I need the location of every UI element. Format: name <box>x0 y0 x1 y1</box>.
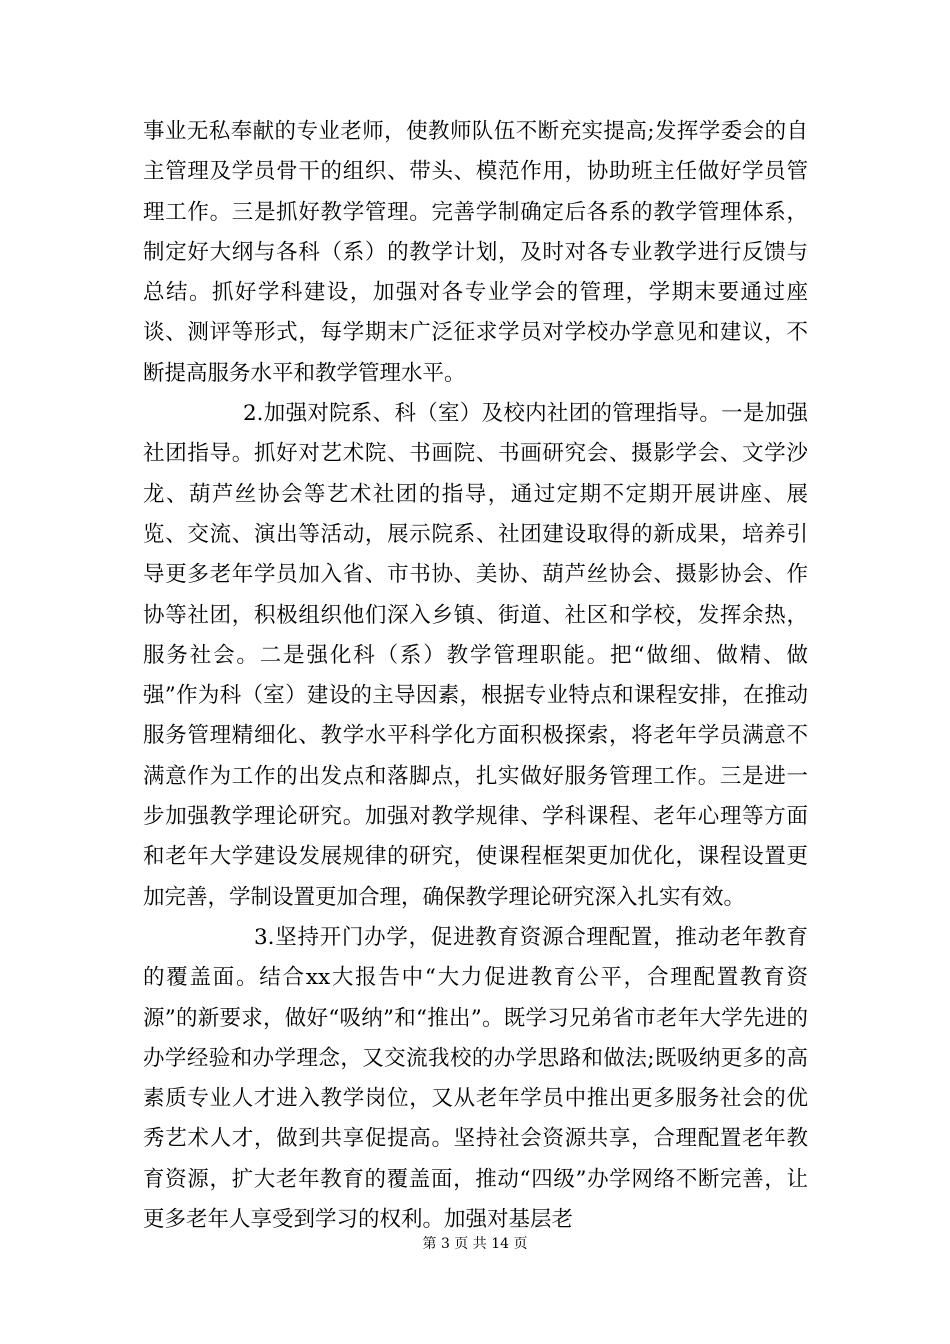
document-body <box>143 112 808 1240</box>
paragraph-section-2: 2.加强对院系、科（室）及校内社团的管理指导。一是加强社团指导。抓好对艺术院、书画院、书画研究会、摄影学会、文学沙龙、葫芦丝协会等艺术社团的指导，通过定期不定期开展讲座、展览、交流、演出等活动，展示院系、社团建设取得的新成果，培养引导更多老年学员加入省、市书协、美协、葫芦丝协会、摄影协会、作协等社团，积极组织他们深入乡镇、街道、社区和学校，发挥余热，服务社会。二是强化科（系）教学管理职能。把“做细、做精、做强”作为科（室）建设的主导因素，根据专业特点和课程安排，在推动服务管理精细化、教学水平科学化方面积极探索，将老年学员满意不满意作为工作的出发点和落脚点，扎实做好服务管理工作。三是进一步加强教学理论研究。加强对教学规律、学科课程、老年心理等方面和老年大学建设发展规律的研究，使课程框架更加优化，课程设置更加完善，学制设置更加合理，确保教学理论研究深入扎实有效。 <box>143 401 808 910</box>
page-footer <box>0 1234 950 1254</box>
paragraph-continuation: 事业无私奉献的专业老师，使教师队伍不断充实提高;发挥学委会的自主管理及学员骨干的组织、带头、模范作用，协助班主任做好学员管理工作。三是抓好教学管理。完善学制确定后各系的教学管理体系，制定好大纲与各科（系）的教学计划，及时对各专业教学进行反馈与总结。抓好学科建设，加强对各专业学会的管理，学期末要通过座谈、测评等形式，每学期末广泛征求学员对学校办学意见和建议，不断提高服务水平和教学管理水平。 <box>143 119 808 386</box>
paragraph-section-3: 3.坚持开门办学，促进教育资源合理配置，推动老年教育的覆盖面。结合xx大报告中“大力促进教育公平，合理配置教育资源”的新要求，做好“吸纳”和“推出”。既学习兄弟省市老年大学先进的办学经验和办学理念，又交流我校的办学思路和做法;既吸纳更多的高素质专业人才进入教学岗位，又从老年学员中推出更多服务社会的优秀艺术人才，做到共享促提高。坚持社会资源共享，合理配置老年教育资源，扩大老年教育的覆盖面，推动“四级”办学网络不断完善，让更多老年人享受到学习的权利。加强对基层老 <box>143 924 808 1233</box>
page-number: 第 3 页 共 14 页 <box>422 1236 528 1252</box>
